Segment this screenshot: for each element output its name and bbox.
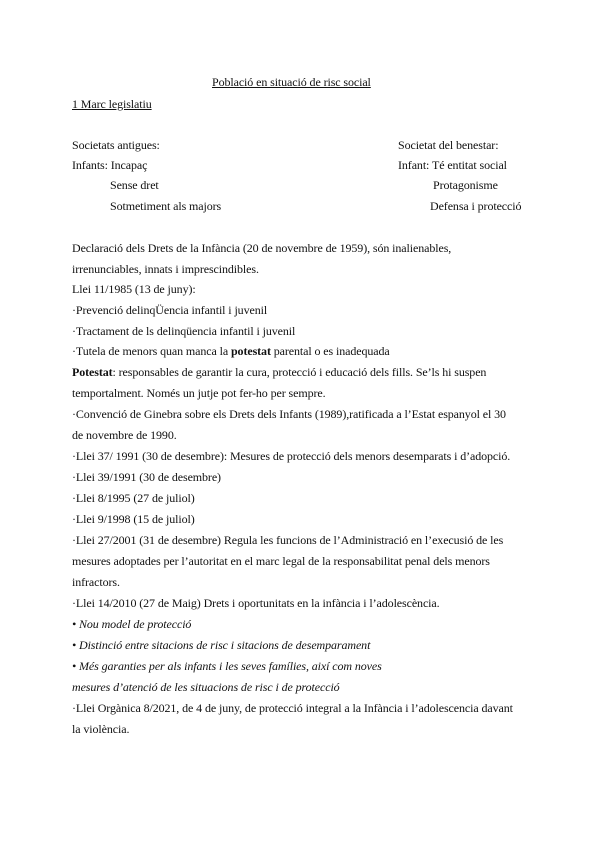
comparison-right-row: Protagonisme xyxy=(433,178,498,192)
italic-bullet: • Més garanties per als infants i les seves famílies, així com noves xyxy=(72,659,382,673)
bullet-line: ·Tractament de ls delinqüencia infantil i juvenil xyxy=(72,324,296,338)
law-line: ·Llei 39/1991 (30 de desembre) xyxy=(72,470,221,484)
bold-term: Potestat xyxy=(72,365,113,379)
law-line: ·Llei 9/1998 (15 de juliol) xyxy=(72,512,195,526)
bullet-text: parental o es inadequada xyxy=(270,344,390,358)
law-line: ·Convenció de Ginebra sobre els Drets dels Infants (1989),ratificada a l’Estat espanyol el 30 xyxy=(72,407,506,421)
law-line: ·Llei Orgànica 8/2021, de 4 de juny, de protecció integral a la Infància i l’adolescencia davant xyxy=(72,701,513,715)
paragraph-line: irrenunciables, innats i imprescindibles. xyxy=(72,262,259,276)
italic-bullet: • Distinció entre sitacions de risc i sitacions de desemparament xyxy=(72,638,371,652)
section-heading: 1 Marc legislatiu xyxy=(72,97,152,111)
document-title: Població en situació de risc social xyxy=(212,75,371,89)
law-line: ·Llei 14/2010 (27 de Maig) Drets i oportunitats en la infància i l’adolescència. xyxy=(72,596,440,610)
comparison-left-row: Sense dret xyxy=(110,178,159,192)
law-line: Llei 11/1985 (13 de juny): xyxy=(72,282,196,296)
law-line: ·Llei 27/2001 (31 de desembre) Regula les funcions de l’Administració en l’execusió de les xyxy=(72,533,504,547)
law-line: la violència. xyxy=(72,722,130,736)
comparison-left-row: Infants: Incapaç xyxy=(72,158,148,172)
paragraph-line: Declaració dels Drets de la Infància (20 de novembre de 1959), són inalienables, xyxy=(72,241,452,255)
paragraph-line: temportalment. Només un jutje pot fer-ho per sempre. xyxy=(72,386,326,400)
comparison-right-header: Societat del benestar: xyxy=(398,138,499,152)
italic-bullet: • Nou model de protecció xyxy=(72,617,192,631)
comparison-left-row: Sotmetiment als majors xyxy=(110,199,222,213)
definition-line xyxy=(72,365,486,379)
bullet-line: ·Prevenció delinqÜencia infantil i juvenil xyxy=(72,303,268,317)
bullet-line xyxy=(72,344,390,358)
comparison-right-row: Infant: Té entitat social xyxy=(398,158,507,172)
law-line: de novembre de 1990. xyxy=(72,428,177,442)
definition-text: : responsables de garantir la cura, protecció i educació dels fills. Se’ls hi suspen xyxy=(112,365,487,379)
law-line: infractors. xyxy=(72,575,120,589)
bold-term: potestat xyxy=(230,344,271,358)
italic-bullet: mesures d’atenció de les situacions de risc i de protecció xyxy=(72,680,340,694)
comparison-right-row: Defensa i protecció xyxy=(430,199,522,213)
law-line: ·Llei 37/ 1991 (30 de desembre): Mesures de protecció dels menors desemparats i d’adopció. xyxy=(72,449,511,463)
law-line: ·Llei 8/1995 (27 de juliol) xyxy=(72,491,195,505)
law-line: mesures adoptades per l’autoritat en el marc legal de la responsabilitat penal dels menors xyxy=(72,554,490,568)
bullet-text: ·Tutela de menors quan manca la xyxy=(72,344,231,358)
comparison-left-header: Societats antigues: xyxy=(72,138,160,152)
